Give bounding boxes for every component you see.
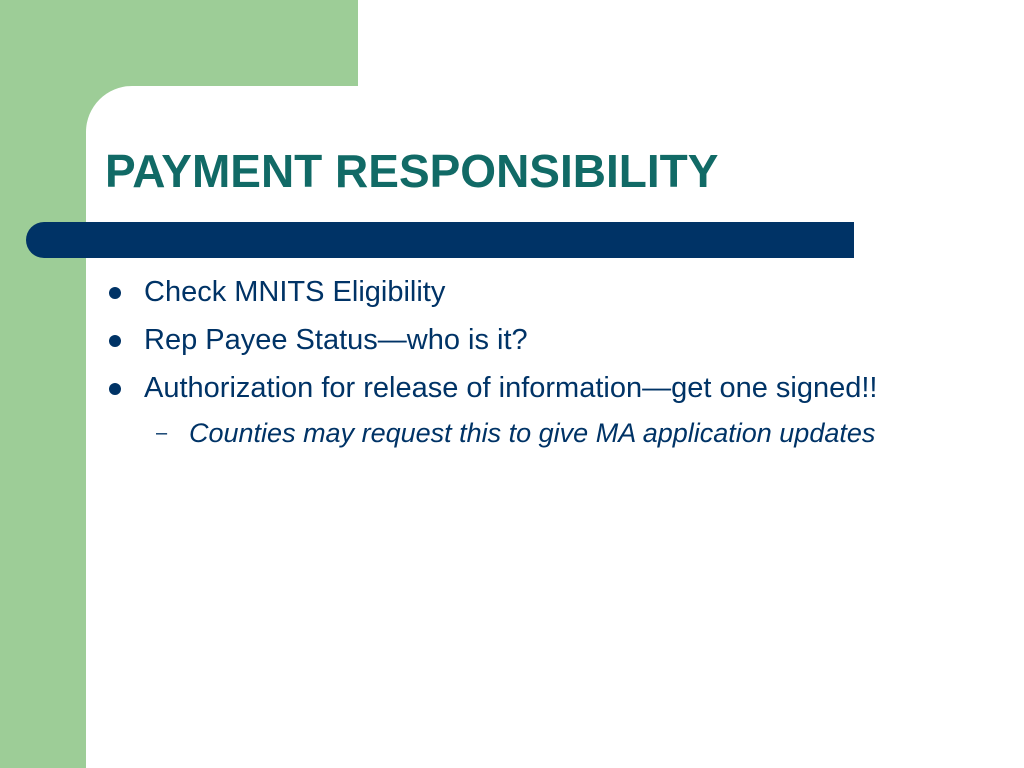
bullet-text: Check MNITS Eligibility bbox=[144, 276, 446, 308]
bullet-item bbox=[100, 368, 900, 408]
title-underline-bar bbox=[26, 222, 854, 258]
sub-bullet-item bbox=[100, 414, 900, 452]
dash-marker: – bbox=[156, 422, 168, 444]
bullet-dot-icon bbox=[109, 383, 121, 395]
bullet-list bbox=[100, 272, 900, 452]
bullet-item bbox=[100, 320, 900, 360]
sub-bullet-text: Counties may request this to give MA application updates bbox=[189, 418, 876, 448]
slide-title: PAYMENT RESPONSIBILITY bbox=[105, 145, 719, 197]
bullet-dot-icon bbox=[109, 287, 121, 299]
bullet-text: Rep Payee Status—who is it? bbox=[144, 324, 528, 356]
bullet-item bbox=[100, 272, 900, 312]
bullet-dot-icon bbox=[109, 335, 121, 347]
bullet-text: Authorization for release of information—get one signed!! bbox=[144, 372, 878, 404]
